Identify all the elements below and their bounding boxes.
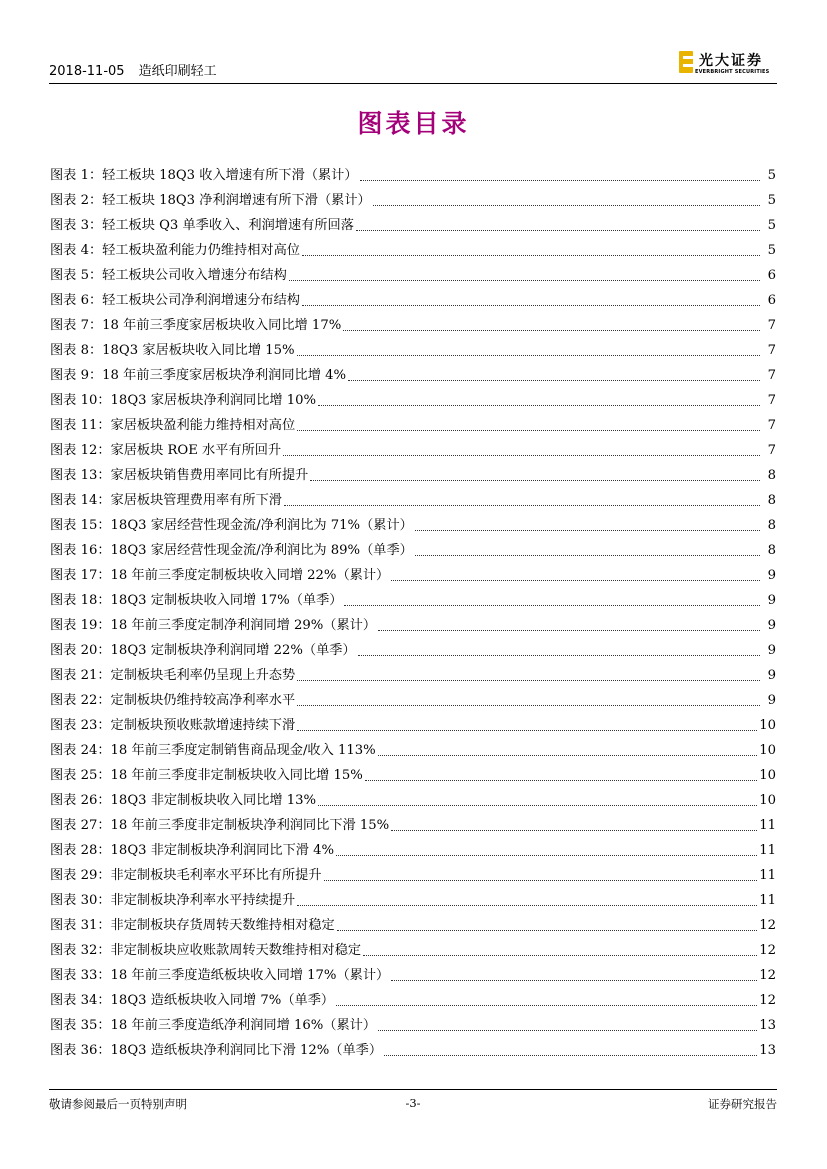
page-title: 图表目录 <box>357 109 470 138</box>
toc-entry[interactable] <box>50 438 776 463</box>
header-meta <box>49 60 217 79</box>
toc-entry-label: 图表 20：18Q3 定制板块净利润同增 22%（单季） <box>50 643 356 658</box>
toc-entry-label: 图表 27：18 年前三季度非定制板块净利润同比下滑 15% <box>50 818 390 833</box>
toc-entry[interactable] <box>50 413 776 438</box>
toc-leader-dots <box>343 313 760 331</box>
toc-entry[interactable] <box>50 563 776 588</box>
toc-entry[interactable] <box>50 963 776 988</box>
toc-entry[interactable] <box>50 1013 776 1038</box>
toc-entry-label: 图表 36：18Q3 造纸板块净利润同比下滑 12%（单季） <box>50 1043 383 1058</box>
toc-leader-dots <box>391 813 757 831</box>
page-number: -3- <box>405 1096 421 1110</box>
toc-leader-dots <box>297 338 760 356</box>
toc-leader-dots <box>358 638 760 656</box>
toc-entry-label: 图表 34：18Q3 造纸板块收入同增 7%（单季） <box>50 993 335 1008</box>
toc-entry-page: 8 <box>767 518 776 533</box>
toc-leader-dots <box>356 213 760 231</box>
toc-leader-dots <box>336 838 757 856</box>
toc-entry[interactable] <box>50 538 776 563</box>
toc-leader-dots <box>415 538 760 556</box>
toc-entry-page: 7 <box>767 418 776 433</box>
toc-entry-label: 图表 11：家居板块盈利能力维持相对高位 <box>50 418 296 433</box>
toc-entry-page: 5 <box>767 243 776 258</box>
toc-entry-page: 10 <box>759 743 776 758</box>
toc-entry[interactable] <box>50 363 776 388</box>
toc-entry-page: 12 <box>759 943 776 958</box>
report-date: 2018-11-05 <box>49 64 125 79</box>
toc-leader-dots <box>373 188 760 206</box>
logo-english-name: EVERBRIGHT SECURITIES <box>695 69 770 75</box>
toc-entry-label: 图表 31：非定制板块存货周转天数维持相对稳定 <box>50 918 335 933</box>
toc-entry[interactable] <box>50 463 776 488</box>
toc-entry-page: 9 <box>767 668 776 683</box>
toc-entry[interactable] <box>50 588 776 613</box>
toc-entry-page: 13 <box>759 1018 776 1033</box>
toc-leader-dots <box>337 913 757 931</box>
toc-entry[interactable] <box>50 1038 776 1063</box>
toc-leader-dots <box>415 513 760 531</box>
toc-entry-label: 图表 18：18Q3 定制板块收入同增 17%（单季） <box>50 593 343 608</box>
toc-entry-page: 10 <box>759 793 776 808</box>
toc-entry-page: 13 <box>759 1043 776 1058</box>
toc-leader-dots <box>297 888 757 906</box>
page-header <box>49 55 777 84</box>
toc-entry[interactable] <box>50 238 776 263</box>
toc-entry[interactable] <box>50 988 776 1013</box>
toc-entry[interactable] <box>50 513 776 538</box>
toc-leader-dots <box>297 413 760 431</box>
toc-entry-label: 图表 5：轻工板块公司收入增速分布结构 <box>50 268 287 283</box>
toc-entry-label: 图表 21：定制板块毛利率仍呈现上升态势 <box>50 668 296 683</box>
toc-entry-label: 图表 8：18Q3 家居板块收入同比增 15% <box>50 343 295 358</box>
toc-entry-label: 图表 13：家居板块销售费用率同比有所提升 <box>50 468 309 483</box>
toc-entry-page: 8 <box>767 468 776 483</box>
toc-leader-dots <box>297 663 760 681</box>
toc-leader-dots <box>302 238 760 256</box>
page-footer <box>49 1089 777 1118</box>
toc-entry-label: 图表 28：18Q3 非定制板块净利润同比下滑 4% <box>50 843 335 858</box>
logo-chinese-name: 光大证券 <box>699 53 763 69</box>
toc-entry-label: 图表 26：18Q3 非定制板块收入同比增 13% <box>50 793 317 808</box>
toc-entry[interactable] <box>50 763 776 788</box>
toc-leader-dots <box>336 988 757 1006</box>
toc-leader-dots <box>365 763 757 781</box>
toc-leader-dots <box>363 938 757 956</box>
toc-entry-page: 11 <box>759 818 776 833</box>
toc-entry-page: 9 <box>767 693 776 708</box>
toc-entry-label: 图表 23：定制板块预收账款增速持续下滑 <box>50 718 296 733</box>
company-logo <box>667 51 777 79</box>
toc-entry-label: 图表 29：非定制板块毛利率水平环比有所提升 <box>50 868 322 883</box>
toc-entry-page: 7 <box>767 443 776 458</box>
toc-entry-label: 图表 32：非定制板块应收账款周转天数维持相对稳定 <box>50 943 362 958</box>
toc-leader-dots <box>318 788 757 806</box>
toc-entry[interactable] <box>50 888 776 913</box>
disclaimer-note: 敬请参阅最后一页特别声明 <box>49 1097 187 1111</box>
toc-entry[interactable] <box>50 288 776 313</box>
toc-leader-dots <box>318 388 760 406</box>
toc-entry-page: 11 <box>759 868 776 883</box>
toc-entry-page: 7 <box>767 343 776 358</box>
toc-leader-dots <box>391 563 760 581</box>
logo-mark-icon <box>679 51 693 73</box>
toc-entry-page: 12 <box>759 993 776 1008</box>
toc-entry-page: 7 <box>767 368 776 383</box>
report-category: 造纸印刷轻工 <box>138 64 217 79</box>
toc-entry-label: 图表 14：家居板块管理费用率有所下滑 <box>50 493 282 508</box>
toc-entry[interactable] <box>50 638 776 663</box>
toc-leader-dots <box>297 688 760 706</box>
toc-entry-label: 图表 3：轻工板块 Q3 单季收入、利润增速有所回落 <box>50 218 354 233</box>
toc-entry[interactable] <box>50 713 776 738</box>
toc-entry-page: 8 <box>767 543 776 558</box>
toc-entry-page: 12 <box>759 968 776 983</box>
report-type: 证券研究报告 <box>708 1097 777 1111</box>
toc-entry-label: 图表 25：18 年前三季度非定制板块收入同比增 15% <box>50 768 363 783</box>
toc-leader-dots <box>391 963 757 981</box>
toc-entry[interactable] <box>50 938 776 963</box>
toc-leader-dots <box>378 613 760 631</box>
toc-entry-page: 8 <box>767 493 776 508</box>
toc-entry-label: 图表 6：轻工板块公司净利润增速分布结构 <box>50 293 300 308</box>
toc-entry[interactable] <box>50 788 776 813</box>
toc-entry-page: 5 <box>767 193 776 208</box>
toc-entry-label: 图表 33：18 年前三季度造纸板块收入同增 17%（累计） <box>50 968 390 983</box>
toc-leader-dots <box>360 163 760 181</box>
toc-entry-page: 10 <box>759 768 776 783</box>
toc-entry[interactable] <box>50 738 776 763</box>
toc-entry-page: 10 <box>759 718 776 733</box>
toc-entry[interactable] <box>50 388 776 413</box>
toc-entry-page: 6 <box>767 293 776 308</box>
toc-entry-page: 7 <box>767 393 776 408</box>
toc-entry[interactable] <box>50 163 776 188</box>
toc-entry-page: 6 <box>767 268 776 283</box>
toc-entry[interactable] <box>50 688 776 713</box>
toc-entry-label: 图表 1：轻工板块 18Q3 收入增速有所下滑（累计） <box>50 168 358 183</box>
toc-entry[interactable] <box>50 838 776 863</box>
toc-entry-label: 图表 19：18 年前三季度定制净利润同增 29%（累计） <box>50 618 377 633</box>
toc-entry[interactable] <box>50 488 776 513</box>
toc-entry[interactable] <box>50 813 776 838</box>
toc-leader-dots <box>344 588 760 606</box>
toc-entry[interactable] <box>50 613 776 638</box>
toc-leader-dots <box>284 488 760 506</box>
toc-entry-label: 图表 22：定制板块仍维持较高净利率水平 <box>50 693 296 708</box>
toc-entry[interactable] <box>50 863 776 888</box>
toc-entry-label: 图表 35：18 年前三季度造纸净利润同增 16%（累计） <box>50 1018 377 1033</box>
toc-entry[interactable] <box>50 188 776 213</box>
toc-entry-label: 图表 2：轻工板块 18Q3 净利润增速有所下滑（累计） <box>50 193 371 208</box>
toc-entry-label: 图表 4：轻工板块盈利能力仍维持相对高位 <box>50 243 300 258</box>
toc-entry-page: 9 <box>767 593 776 608</box>
toc-entry-page: 9 <box>767 643 776 658</box>
toc-leader-dots <box>384 1038 757 1056</box>
toc-entry-label: 图表 24：18 年前三季度定制销售商品现金/收入 113% <box>50 743 376 758</box>
toc-entry-label: 图表 12：家居板块 ROE 水平有所回升 <box>50 443 282 458</box>
toc-entry-label: 图表 30：非定制板块净利率水平持续提升 <box>50 893 296 908</box>
toc-entry-page: 9 <box>767 568 776 583</box>
toc-entry-label: 图表 15：18Q3 家居经营性现金流/净利润比为 71%（累计） <box>50 518 413 533</box>
toc-leader-dots <box>378 1013 757 1031</box>
toc-leader-dots <box>297 713 757 731</box>
figure-list <box>50 163 776 1063</box>
toc-leader-dots <box>324 863 758 881</box>
toc-entry-label: 图表 10：18Q3 家居板块净利润同比增 10% <box>50 393 317 408</box>
toc-entry-page: 5 <box>767 168 776 183</box>
toc-leader-dots <box>310 463 760 481</box>
toc-entry-page: 7 <box>767 318 776 333</box>
toc-leader-dots <box>348 363 760 381</box>
toc-entry[interactable] <box>50 338 776 363</box>
toc-entry-label: 图表 17：18 年前三季度定制板块收入同增 22%（累计） <box>50 568 390 583</box>
toc-entry[interactable] <box>50 913 776 938</box>
toc-entry[interactable] <box>50 313 776 338</box>
toc-leader-dots <box>302 288 760 306</box>
toc-leader-dots <box>283 438 760 456</box>
toc-entry-page: 12 <box>759 918 776 933</box>
toc-entry-page: 5 <box>767 218 776 233</box>
toc-entry-page: 11 <box>759 893 776 908</box>
toc-leader-dots <box>378 738 758 756</box>
toc-entry-label: 图表 16：18Q3 家居经营性现金流/净利润比为 89%（单季） <box>50 543 413 558</box>
toc-entry[interactable] <box>50 263 776 288</box>
toc-entry[interactable] <box>50 213 776 238</box>
toc-entry-label: 图表 9：18 年前三季度家居板块净利润同比增 4% <box>50 368 347 383</box>
toc-leader-dots <box>289 263 760 281</box>
toc-entry-page: 9 <box>767 618 776 633</box>
toc-entry[interactable] <box>50 663 776 688</box>
toc-entry-label: 图表 7：18 年前三季度家居板块收入同比增 17% <box>50 318 342 333</box>
toc-entry-page: 11 <box>759 843 776 858</box>
